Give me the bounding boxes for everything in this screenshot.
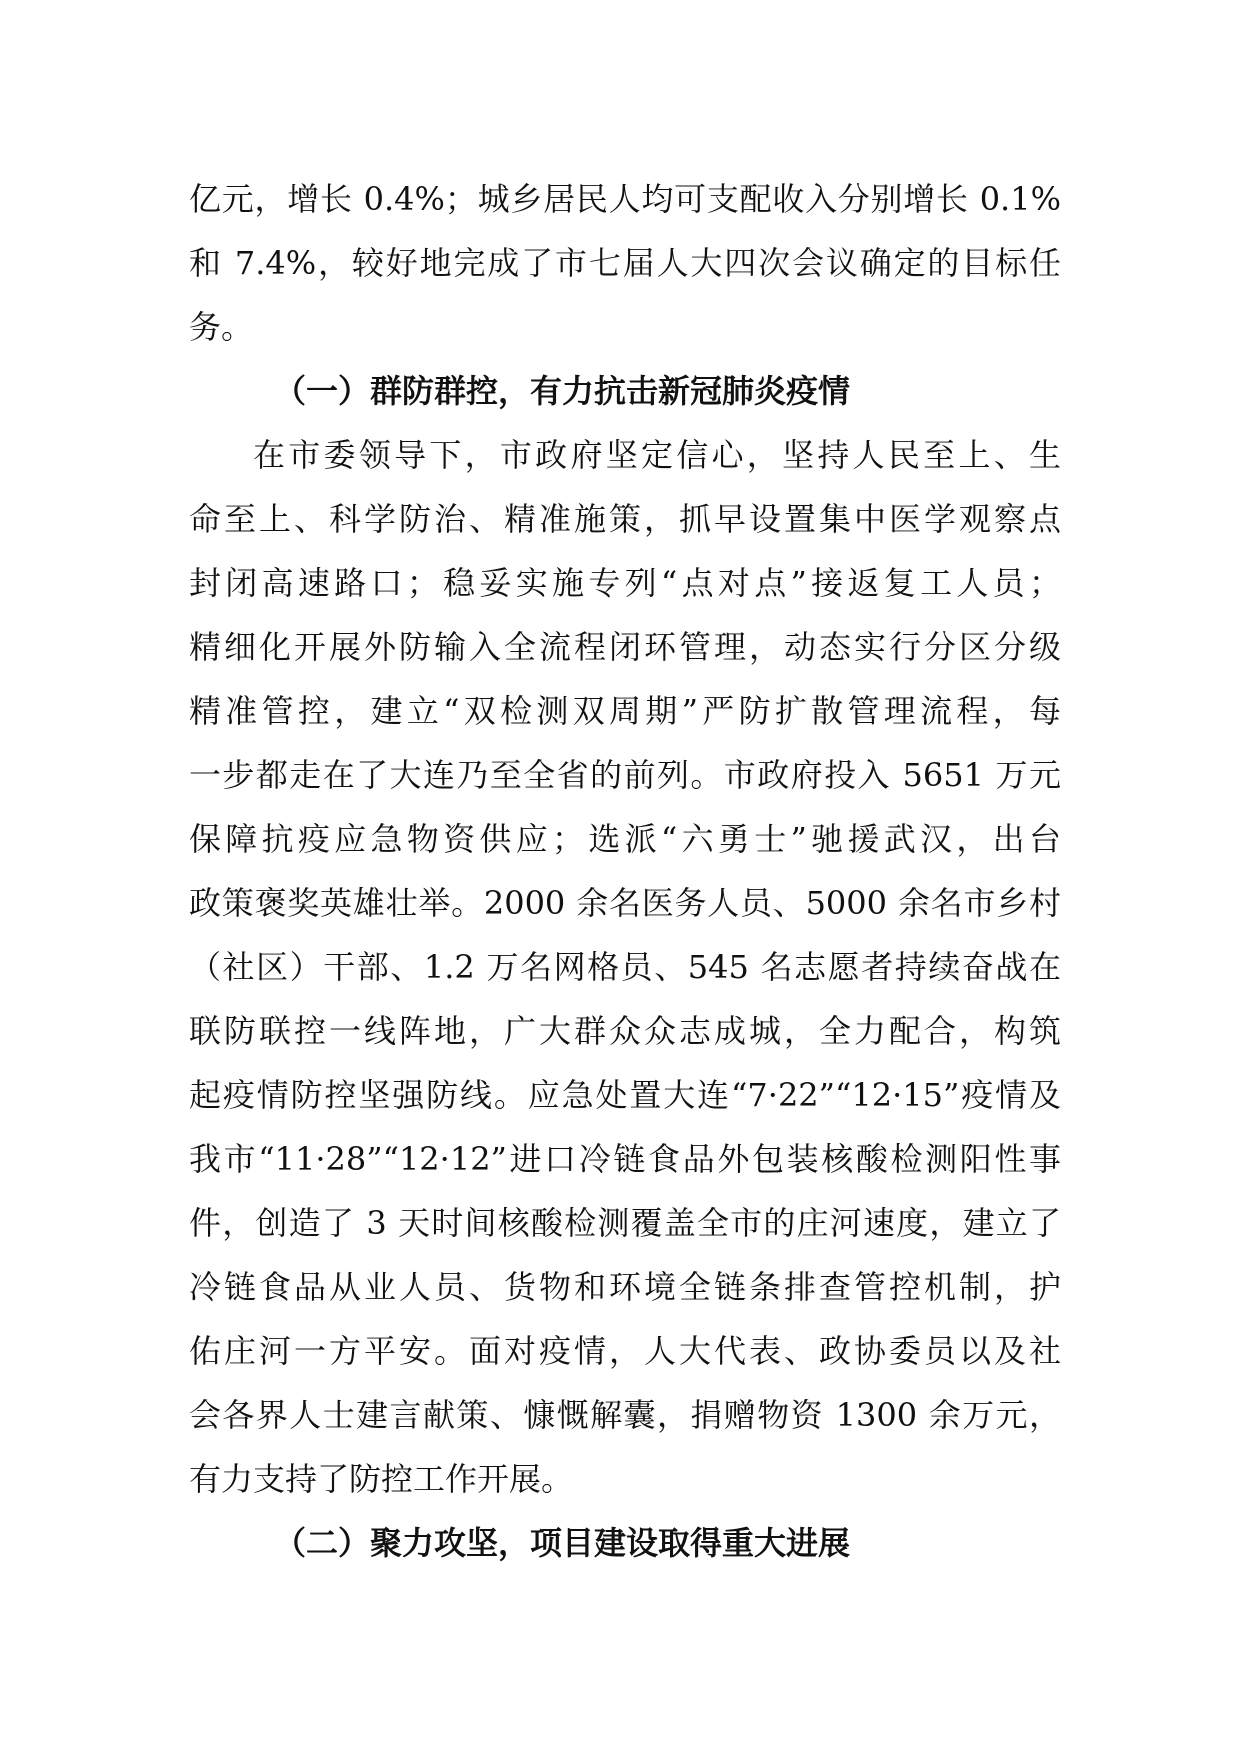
paragraph-line: 会各界人士建言献策、慷慨解囊，捐赠物资 1300 余万元， [189,1396,1061,1434]
paragraph-line: 封闭高速路口；稳妥实施专列“点对点”接返复工人员； [189,564,1061,602]
section-heading-2: （二）聚力攻坚，项目建设取得重大进展 [274,1524,851,1562]
paragraph-line: 佑庄河一方平安。面对疫情，人大代表、政协委员以及社 [189,1332,1061,1370]
paragraph-line: 和 7.4%，较好地完成了市七届人大四次会议确定的目标任 [189,244,1061,282]
paragraph-line: 一步都走在了大连乃至全省的前列。市政府投入 5651 万元 [189,756,1061,794]
paragraph-line: 件，创造了 3 天时间核酸检测覆盖全市的庄河速度，建立了 [189,1204,1061,1242]
section-heading-1: （一）群防群控，有力抗击新冠肺炎疫情 [274,372,851,410]
paragraph-line: 亿元，增长 0.4%；城乡居民人均可支配收入分别增长 0.1% [189,180,1061,218]
paragraph-line: 命至上、科学防治、精准施策，抓早设置集中医学观察点 [189,500,1061,538]
paragraph-line: 政策褒奖英雄壮举。2000 余名医务人员、5000 余名市乡村 [189,884,1061,922]
paragraph-line: 精准管控，建立“双检测双周期”严防扩散管理流程，每 [189,692,1061,730]
paragraph-line: 联防联控一线阵地，广大群众众志成城，全力配合，构筑 [189,1012,1061,1050]
paragraph-line: 有力支持了防控工作开展。 [189,1460,574,1498]
paragraph-line: 我市“11·28”“12·12”进口冷链食品外包装核酸检测阳性事 [189,1140,1061,1178]
paragraph-line: 务。 [189,308,254,346]
paragraph-line: 起疫情防控坚强防线。应急处置大连“7·22”“12·15”疫情及 [189,1076,1061,1114]
paragraph-line: 精细化开展外防输入全流程闭环管理，动态实行分区分级 [189,628,1061,666]
paragraph-line: （社区）干部、1.2 万名网格员、545 名志愿者持续奋战在 [189,948,1061,986]
paragraph-line: 冷链食品从业人员、货物和环境全链条排查管控机制，护 [189,1268,1061,1306]
paragraph-line: 在市委领导下，市政府坚定信心，坚持人民至上、生 [253,436,1061,474]
paragraph-line: 保障抗疫应急物资供应；选派“六勇士”驰援武汉，出台 [189,820,1061,858]
